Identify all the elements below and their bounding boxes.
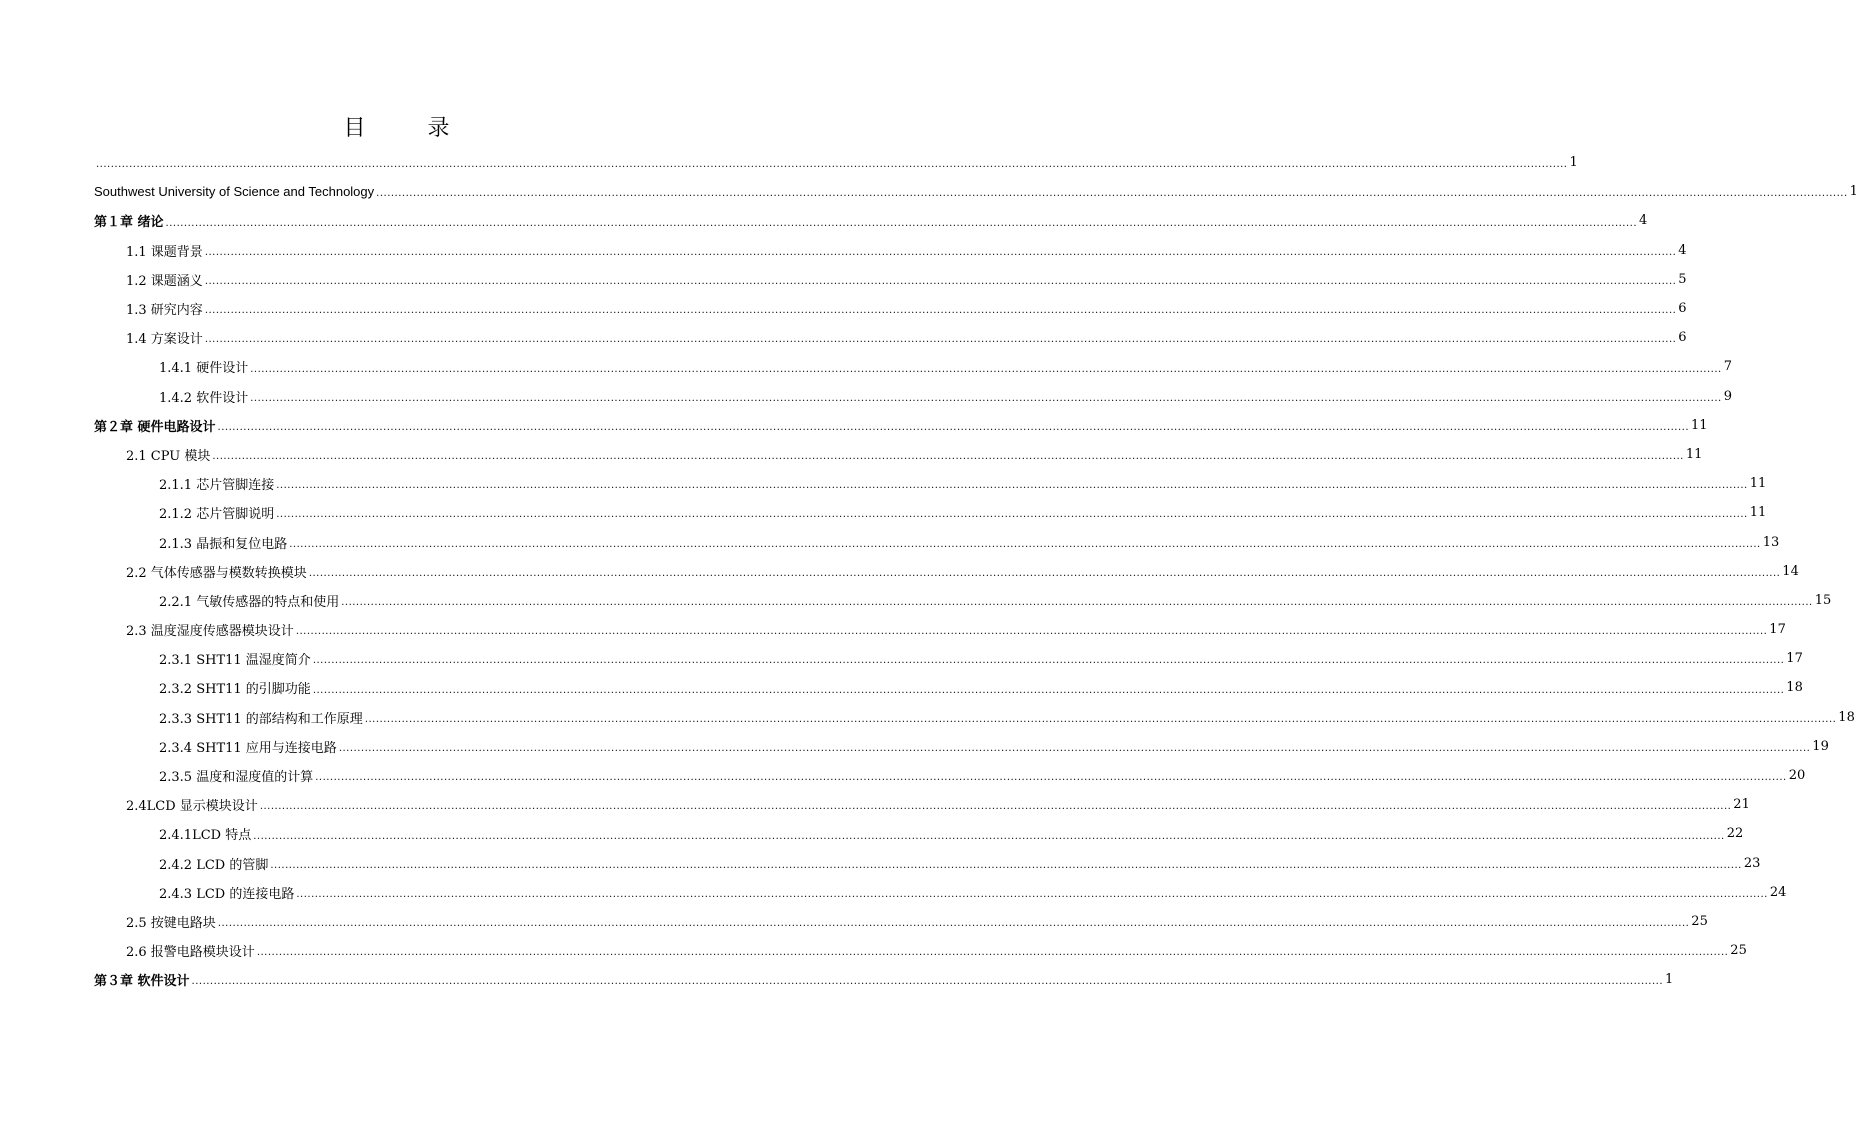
toc-entry-page-number: 6 (1678, 330, 1687, 346)
toc-entry-label: 1.4.1 硬件设计 (159, 361, 249, 377)
toc-dot-leader: ................................................................................................................................................................................................................................................................................................................................................................................................................ (376, 188, 1848, 200)
toc-entry-label: 2.3.3 SHT11 的部结构和工作原理 (159, 711, 363, 727)
toc-dot-leader: ................................................................................................................................................................................................................................................................................................................................................................................................................ (276, 480, 1748, 492)
toc-entry-label: 1.4.2 软件设计 (159, 390, 249, 406)
toc-entry-label: Southwest University of Science and Technology (94, 184, 375, 200)
toc-entry[interactable] (94, 878, 1787, 907)
toc-entry[interactable] (94, 469, 1767, 498)
toc-entry-label: 1.2 课题涵义 (126, 273, 203, 289)
toc-entry-label: 2.3 温度湿度传感器模块设计 (126, 624, 294, 640)
toc-entry-page-number: 22 (1726, 826, 1744, 842)
toc-entry[interactable] (94, 790, 1750, 819)
toc-entry-page-number: 7 (1723, 359, 1732, 375)
toc-dot-leader: ................................................................................................................................................................................................................................................................................................................................................................................................................ (253, 830, 1725, 842)
toc-dot-leader: ................................................................................................................................................................................................................................................................................................................................................................................................................ (165, 217, 1638, 229)
toc-entry[interactable] (94, 498, 1767, 527)
toc-entry-page-number: 17 (1769, 622, 1786, 638)
toc-entry-label: 2.6 报警电路模块设计 (126, 945, 255, 961)
toc-entry-page-number: 1 (1569, 155, 1578, 171)
toc-dot-leader: ................................................................................................................................................................................................................................................................................................................................................................................................................ (96, 159, 1568, 171)
toc-entry-page-number: 11 (1691, 417, 1708, 433)
toc-entry-label: 2.1.3 晶振和复位电路 (159, 536, 288, 552)
toc-entry[interactable] (94, 411, 1708, 440)
toc-entry-label: 2.5 按键电路块 (126, 915, 216, 931)
toc-dot-leader: ................................................................................................................................................................................................................................................................................................................................................................................................................ (256, 947, 1729, 959)
toc-entry-label: 2.4.1LCD 特点 (159, 828, 252, 844)
toc-entry[interactable] (94, 819, 1744, 848)
toc-entry-page-number: 23 (1743, 855, 1761, 871)
toc-entry-label: 2.2.1 气敏传感器的特点和使用 (159, 594, 340, 610)
toc-entry-page-number: 25 (1730, 943, 1747, 959)
toc-entry-page-number: 9 (1723, 388, 1732, 404)
toc-entry[interactable] (94, 615, 1786, 644)
toc-entry[interactable] (94, 907, 1708, 936)
toc-title: 目 录 (343, 116, 470, 141)
toc-entry-label: 1.3 研究内容 (126, 303, 203, 319)
toc-entry[interactable] (94, 849, 1761, 878)
toc-entry-page-number: 20 (1788, 768, 1806, 784)
toc-entry-page-number: 5 (1678, 271, 1687, 287)
toc-entry-label: 2.3.2 SHT11 的引脚功能 (159, 682, 311, 698)
toc-dot-leader: ................................................................................................................................................................................................................................................................................................................................................................................................................ (212, 451, 1684, 463)
toc-entry-label: 2.1.2 芯片管脚说明 (159, 507, 275, 523)
toc-dot-leader: ................................................................................................................................................................................................................................................................................................................................................................................................................ (217, 421, 1690, 433)
toc-dot-leader: ................................................................................................................................................................................................................................................................................................................................................................................................................ (295, 626, 1768, 638)
toc-entry-label: 1.1 课题背景 (126, 244, 203, 260)
toc-entry-label: 2.2 气体传感器与模数转换模块 (126, 565, 307, 581)
toc-entry[interactable] (94, 732, 1829, 761)
toc-entry[interactable] (94, 177, 1858, 206)
toc-entry-page-number: 24 (1769, 884, 1787, 900)
toc-entry[interactable] (94, 557, 1799, 586)
toc-dot-leader: ................................................................................................................................................................................................................................................................................................................................................................................................................ (312, 684, 1785, 696)
toc-entry[interactable] (94, 673, 1803, 702)
toc-entry-label: 第３章 软件设计 (94, 974, 190, 990)
toc-entry[interactable] (94, 703, 1855, 732)
toc-dot-leader: ................................................................................................................................................................................................................................................................................................................................................................................................................ (250, 363, 1722, 375)
toc-entry[interactable] (94, 936, 1747, 965)
toc-dot-leader: ................................................................................................................................................................................................................................................................................................................................................................................................................ (217, 918, 1690, 930)
toc-dot-leader: ................................................................................................................................................................................................................................................................................................................................................................................................................ (296, 888, 1768, 900)
toc-entry[interactable] (94, 761, 1806, 790)
toc-entry[interactable] (94, 323, 1687, 352)
toc-entry[interactable] (94, 265, 1687, 294)
toc-dot-leader: ................................................................................................................................................................................................................................................................................................................................................................................................................ (204, 305, 1677, 317)
toc-dot-leader: ................................................................................................................................................................................................................................................................................................................................................................................................................ (204, 334, 1677, 346)
toc-entry-label: 第２章 硬件电路设计 (94, 419, 216, 435)
toc-entry-label: 2.3.1 SHT11 温湿度简介 (159, 653, 311, 669)
toc-entry-page-number: 1 (1849, 184, 1858, 200)
toc-entry-page-number: 25 (1691, 913, 1708, 929)
toc-entry-page-number: 18 (1786, 680, 1803, 696)
toc-dot-leader: ................................................................................................................................................................................................................................................................................................................................................................................................................ (204, 275, 1677, 287)
toc-dot-leader: ................................................................................................................................................................................................................................................................................................................................................................................................................ (338, 742, 1811, 754)
toc-entry-page-number: 13 (1762, 534, 1780, 550)
toc-dot-leader: ................................................................................................................................................................................................................................................................................................................................................................................................................ (276, 509, 1748, 521)
toc-dot-leader: ................................................................................................................................................................................................................................................................................................................................................................................................................ (308, 567, 1781, 579)
toc-dot-leader: ................................................................................................................................................................................................................................................................................................................................................................................................................ (270, 859, 1742, 871)
toc-dot-leader: ................................................................................................................................................................................................................................................................................................................................................................................................................ (315, 772, 1787, 784)
toc-entry-page-number: 19 (1812, 738, 1829, 754)
toc-entry[interactable] (94, 644, 1803, 673)
toc-entry-label: 2.3.5 温度和湿度值的计算 (159, 770, 314, 786)
toc-dot-leader: ................................................................................................................................................................................................................................................................................................................................................................................................................ (312, 655, 1785, 667)
toc-entry-label: 第１章 绪论 (94, 215, 164, 231)
toc-entry[interactable] (94, 294, 1687, 323)
toc-entry-label: 1.4 方案设计 (126, 332, 203, 348)
toc-entry-label: 2.4LCD 显示模块设计 (126, 799, 258, 815)
toc-entry-label: 2.4.3 LCD 的连接电路 (159, 886, 295, 902)
toc-entry[interactable] (94, 206, 1648, 235)
toc-entry-label: 2.1 CPU 模块 (126, 448, 211, 464)
toc-entry-page-number: 4 (1678, 242, 1687, 258)
toc-entry-page-number: 6 (1678, 301, 1687, 317)
toc-entry-label: 2.3.4 SHT11 应用与连接电路 (159, 740, 337, 756)
toc-entry-page-number: 18 (1838, 709, 1855, 725)
toc-entry-page-number: 11 (1749, 476, 1767, 492)
toc-entry-label: 2.4.2 LCD 的管脚 (159, 857, 269, 873)
toc-entry-page-number: 11 (1685, 446, 1703, 462)
toc-entry[interactable] (94, 148, 1578, 177)
toc-dot-leader: ................................................................................................................................................................................................................................................................................................................................................................................................................ (259, 801, 1732, 813)
toc-entry-label: 2.1.1 芯片管脚连接 (159, 478, 275, 494)
toc-dot-leader: ................................................................................................................................................................................................................................................................................................................................................................................................................ (289, 538, 1761, 550)
toc-dot-leader: ................................................................................................................................................................................................................................................................................................................................................................................................................ (364, 713, 1837, 725)
toc-dot-leader: ................................................................................................................................................................................................................................................................................................................................................................................................................ (191, 976, 1664, 988)
toc-entry[interactable] (94, 527, 1780, 556)
toc-entry[interactable] (94, 586, 1832, 615)
toc-entry[interactable] (94, 352, 1732, 381)
toc-entry-page-number: 21 (1733, 797, 1750, 813)
toc-dot-leader: ................................................................................................................................................................................................................................................................................................................................................................................................................ (204, 246, 1677, 258)
toc-entry[interactable] (94, 236, 1687, 265)
toc-entry[interactable] (94, 382, 1732, 411)
toc-list (94, 148, 1858, 994)
toc-entry[interactable] (94, 440, 1703, 469)
toc-dot-leader: ................................................................................................................................................................................................................................................................................................................................................................................................................ (250, 392, 1722, 404)
toc-dot-leader: ................................................................................................................................................................................................................................................................................................................................................................................................................ (341, 597, 1813, 608)
toc-entry-page-number: 4 (1639, 213, 1648, 229)
toc-entry-page-number: 14 (1782, 563, 1799, 579)
toc-entry[interactable] (94, 965, 1674, 994)
toc-entry-page-number: 17 (1786, 651, 1803, 667)
toc-entry-page-number: 1 (1665, 972, 1674, 988)
toc-entry-page-number: 15 (1814, 592, 1832, 608)
toc-entry-page-number: 11 (1749, 505, 1767, 521)
